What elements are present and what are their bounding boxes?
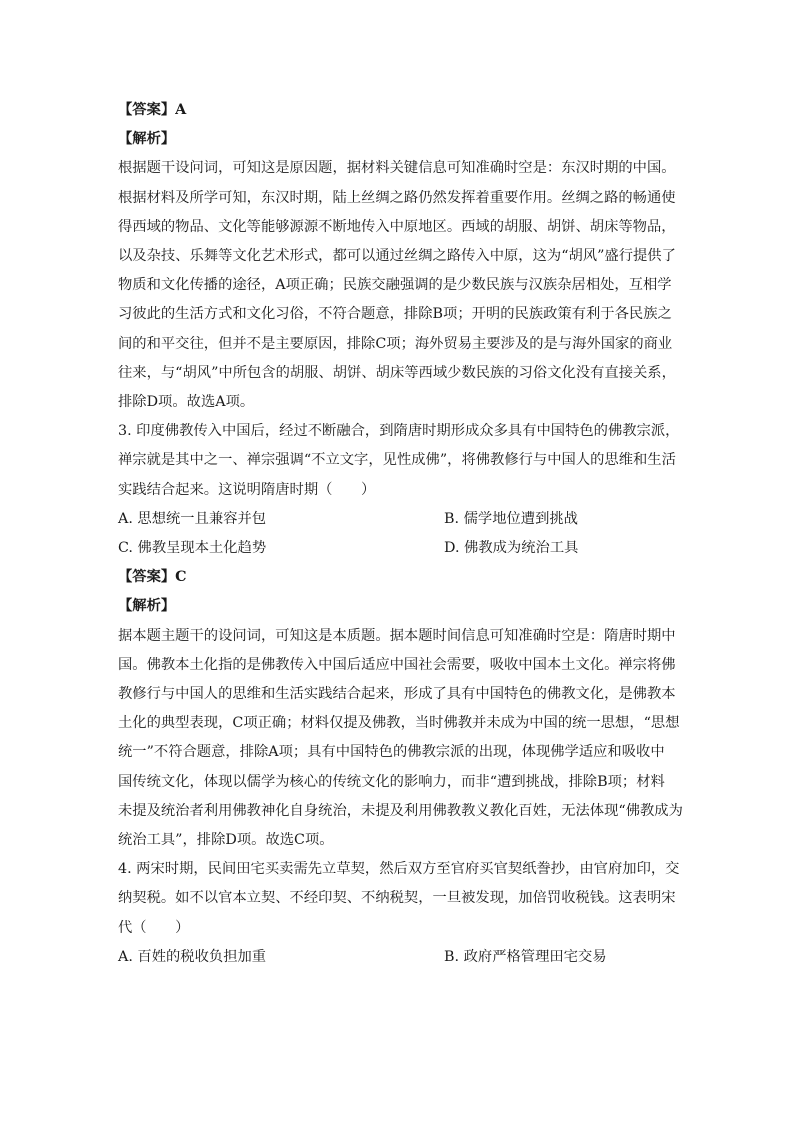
q3-analysis-label: 【解析】	[118, 598, 176, 615]
q3-options-row-1	[118, 505, 678, 534]
q2-answer: 【答案】A	[118, 102, 187, 118]
text-line: 以及杂技、乐舞等文化艺术形式，都可以通过丝绸之路传入中原，这为“胡风”盛行提供了	[118, 248, 676, 265]
text-line: 土化的典型表现，C项正确；材料仅提及佛教，当时佛教并未成为中国的统一思想，“思想	[118, 715, 680, 732]
text-line: 得西域的物品、文化等能够源源不断地传入中原地区。西域的胡服、胡饼、胡床等物品，	[118, 218, 676, 235]
text-line: 国。佛教本土化指的是佛教传入中国后适应中国社会需要，吸收中国本土文化。禅宗将佛	[118, 656, 676, 673]
q3-options-row-2	[118, 534, 678, 563]
text-line: 统治工具”，排除D项。故选C项。	[118, 832, 334, 849]
text-line: 未提及统治者利用佛教神化自身统治，未提及利用佛教教义教化百姓，无法体现“佛教成为	[118, 802, 683, 819]
text-line: 统一”不符合题意，排除A项；具有中国特色的佛教宗派的出现，体现佛学适应和吸收中	[118, 744, 665, 761]
text-line: 3. 印度佛教传入中国后，经过不断融合，到隋唐时期形成众多具有中国特色的佛教宗派，	[118, 423, 680, 440]
text-line: 禅宗就是其中之一、禅宗强调“不立文字，见性成佛”，将佛教修行与中国人的思维和生活	[118, 452, 676, 469]
q4-options-row-1	[118, 943, 678, 972]
text-line: 4. 两宋时期，民间田宅买卖需先立草契，然后双方至官府买官契纸誊抄，由官府加印，交	[118, 861, 680, 878]
q2-analysis	[118, 154, 678, 417]
text-line: 往来，与“胡风”中所包含的胡服、胡饼、胡床等西域少数民族的习俗文化没有直接关系，	[118, 364, 676, 381]
text-line: 代（ ）	[118, 919, 190, 936]
q3-option-d[interactable]: D. 佛教成为统治工具	[444, 540, 579, 557]
q4-stem	[118, 855, 678, 943]
text-line: 据本题主题干的设问词，可知这是本质题。据本题时间信息可知准确时空是：隋唐时期中	[118, 627, 676, 644]
text-line: 国传统文化，体现以儒学为核心的传统文化的影响力，而非“遭到挑战，排除B项；材料	[118, 773, 665, 790]
q3-answer: 【答案】C	[118, 569, 187, 586]
text-line: 根据材料及所学可知，东汉时期，陆上丝绸之路仍然发挥着重要作用。丝绸之路的畅通使	[118, 189, 676, 206]
document-page	[118, 96, 683, 972]
text-line: 习彼此的生活方式和文化习俗，不符合题意，排除B项；开明的民族政策有利于各民族之	[118, 306, 672, 323]
text-line: 排除D项。故选A项。	[118, 394, 255, 411]
text-line: 实践结合起来。这说明隋唐时期（ ）	[118, 481, 376, 498]
q2-analysis-label: 【解析】	[118, 131, 176, 148]
text-line: 间的和平交往，但并不是主要原因，排除C项；海外贸易主要涉及的是与海外国家的商业	[118, 335, 673, 352]
q3-option-c[interactable]: C. 佛教呈现本土化趋势	[118, 540, 267, 557]
q3-analysis	[118, 622, 683, 856]
text-line: 物质和文化传播的途径，A项正确；民族交融强调的是少数民族与汉族杂居相处，互相学	[118, 277, 672, 294]
q4-option-a[interactable]: A. 百姓的税收负担加重	[118, 948, 267, 965]
q3-option-a[interactable]: A. 思想统一且兼容并包	[118, 510, 267, 527]
q3-option-b[interactable]: B. 儒学地位遭到挑战	[444, 510, 578, 527]
text-line: 纳契税。如不以官本立契、不经印契、不纳税契，一旦被发现，加倍罚收税钱。这表明宋	[118, 890, 676, 907]
text-line: 教修行与中国人的思维和生活实践结合起来，形成了具有中国特色的佛教文化，是佛教本	[118, 686, 676, 703]
text-line: 根据题干设问词，可知这是原因题，据材料关键信息可知准确时空是：东汉时期的中国。	[118, 160, 676, 177]
q3-stem	[118, 417, 678, 505]
q4-option-b[interactable]: B. 政府严格管理田宅交易	[444, 948, 607, 965]
